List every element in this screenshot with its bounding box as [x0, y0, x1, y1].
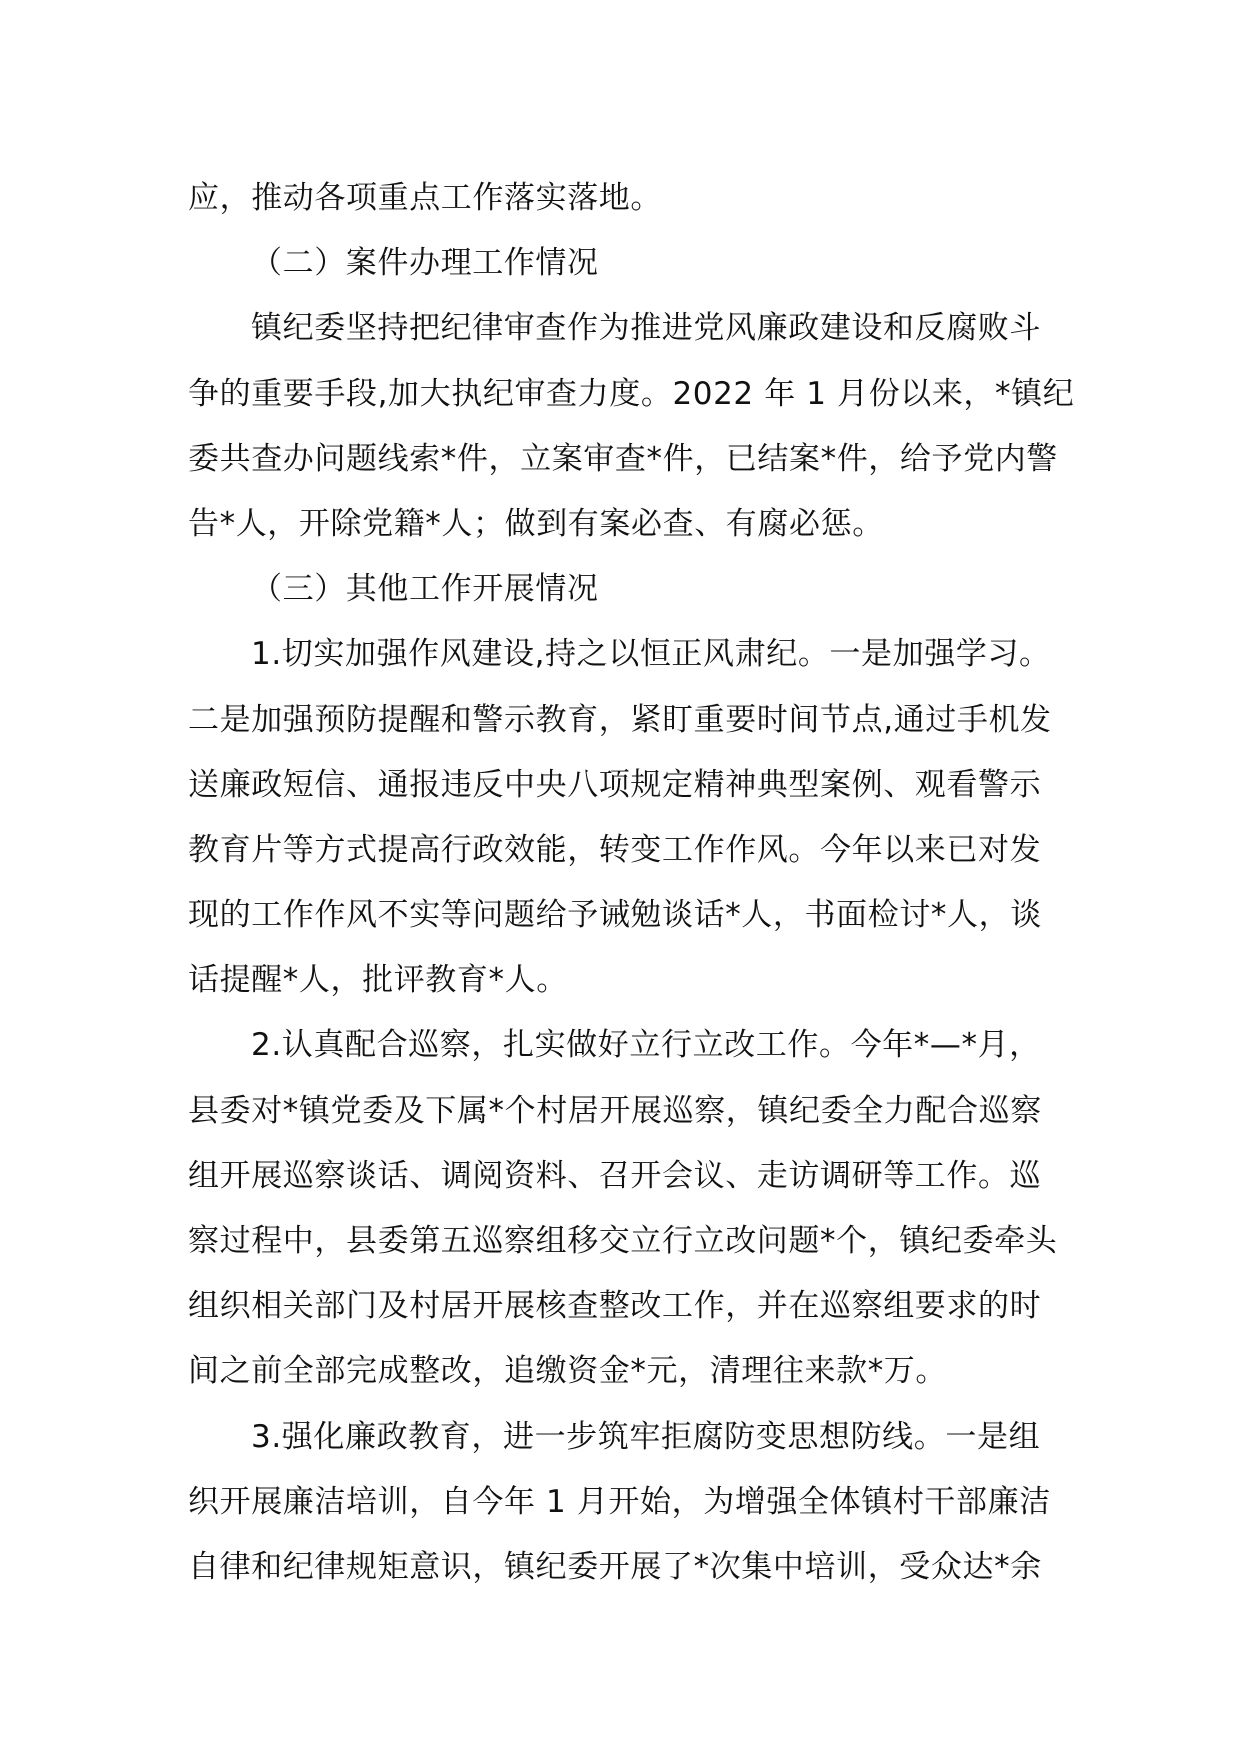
text-line: 织开展廉洁培训，自今年 1 月开始，为增强全体镇村干部廉洁 [188, 1483, 1051, 1520]
text-line: 2.认真配合巡察，扎实做好立行立改工作。今年*—*月， [251, 1027, 1041, 1064]
text-line: 现的工作作风不实等问题给予诫勉谈话*人，书面检讨*人，谈 [188, 897, 1042, 934]
text-line: 县委对*镇党委及下属*个村居开展巡察，镇纪委全力配合巡察 [188, 1092, 1042, 1129]
text-line: 3.强化廉政教育，进一步筑牢拒腐防变思想防线。一是组 [251, 1418, 1041, 1455]
document-body [188, 166, 1075, 1600]
section-heading-2: （二）案件办理工作情况 [251, 245, 599, 282]
text-line: 镇纪委坚持把纪律审查作为推进党风廉政建设和反腐败斗 [251, 310, 1041, 347]
text-line: 争的重要手段,加大执纪审查力度。2022 年 1 月份以来，*镇纪 [188, 375, 1075, 412]
text-line: 组织相关部门及村居开展核查整改工作，并在巡察组要求的时 [188, 1288, 1042, 1325]
text-line: 委共查办问题线索*件，立案审查*件，已结案*件，给予党内警 [188, 440, 1058, 477]
section-heading-3: （三）其他工作开展情况 [251, 571, 599, 608]
text-line: 告*人，开除党籍*人；做到有案必查、有腐必惩。 [188, 505, 884, 542]
text-line: 1.切实加强作风建设,持之以恒正风肃纪。一是加强学习。 [251, 636, 1051, 673]
text-line: 应，推动各项重点工作落实落地。 [188, 180, 662, 216]
text-line: 话提醒*人，批评教育*人。 [188, 962, 568, 999]
text-line: 间之前全部完成整改，追缴资金*元，清理往来款*万。 [188, 1353, 947, 1390]
text-line: 察过程中，县委第五巡察组移交立行立改问题*个，镇纪委牵头 [188, 1223, 1058, 1259]
text-line: 自律和纪律规矩意识，镇纪委开展了*次集中培训，受众达*余 [188, 1548, 1042, 1585]
text-line: 二是加强预防提醒和警示教育，紧盯重要时间节点,通过手机发 [188, 701, 1052, 738]
text-line: 组开展巡察谈话、调阅资料、召开会议、走访调研等工作。巡 [188, 1157, 1042, 1194]
text-line: 送廉政短信、通报违反中央八项规定精神典型案例、观看警示 [188, 766, 1042, 803]
text-line: 教育片等方式提高行政效能，转变工作作风。今年以来已对发 [188, 831, 1042, 868]
